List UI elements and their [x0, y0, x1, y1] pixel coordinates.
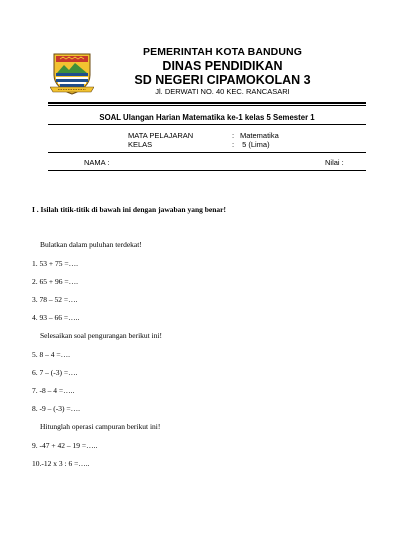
- school-address: Jl. DERWATI NO. 40 KEC. RANCASARI: [155, 87, 290, 96]
- question-6: 6. 7 – (-3) =….: [32, 368, 78, 377]
- student-name-label: NAMA :: [84, 158, 110, 167]
- instruction-subtraction: Selesaikan soal pengurangan berikut ini!: [40, 331, 163, 340]
- section-heading: I . Isilah titik-titik di bawah ini dengan jawaban yang benar!: [32, 205, 227, 214]
- bandung-city-emblem-icon: [50, 51, 94, 95]
- question-5: 5. 8 – 4 =….: [32, 350, 70, 359]
- question-8: 8. -9 – (-3) =….: [32, 404, 80, 413]
- department-name: DINAS PENDIDIKAN: [162, 59, 283, 73]
- instruction-rounding: Bulatkan dalam puluhan terdekat!: [40, 240, 142, 249]
- letterhead: [100, 46, 345, 97]
- question-2: 2. 65 + 96 =….: [32, 277, 78, 286]
- question-9: 9. -47 + 42 – 19 =…..: [32, 441, 98, 450]
- title-divider: [48, 124, 366, 125]
- instruction-mixed-operations: Hitunglah operasi campuran berikut ini!: [40, 422, 161, 431]
- subject-value: Matematika: [240, 131, 279, 140]
- school-name: SD NEGERI CIPAMOKOLAN 3: [134, 73, 311, 87]
- subject-label: MATA PELAJARAN: [128, 131, 194, 140]
- name-row-bottom-divider: [48, 170, 366, 171]
- name-row-top-divider: [48, 152, 366, 153]
- class-colon: :: [232, 140, 235, 149]
- class-value: 5 (Lima): [240, 140, 270, 149]
- exam-title: SOAL Ulangan Harian Matematika ke-1 kelas 5 Semester 1: [99, 113, 315, 122]
- government-name: PEMERINTAH KOTA BANDUNG: [142, 46, 302, 58]
- question-1: 1. 53 + 75 =….: [32, 259, 78, 268]
- question-10: 10.-12 x 3 : 6 =…..: [32, 459, 90, 468]
- header-divider-thin: [48, 105, 366, 106]
- score-label: Nilai :: [325, 158, 344, 167]
- question-4: 4. 93 – 66 =…..: [32, 313, 80, 322]
- subject-colon: :: [232, 131, 235, 140]
- header-divider-thick: [48, 102, 366, 104]
- question-3: 3. 78 – 52 =….: [32, 295, 78, 304]
- class-label: KELAS: [128, 140, 153, 149]
- question-7: 7. -8 – 4 =…..: [32, 386, 75, 395]
